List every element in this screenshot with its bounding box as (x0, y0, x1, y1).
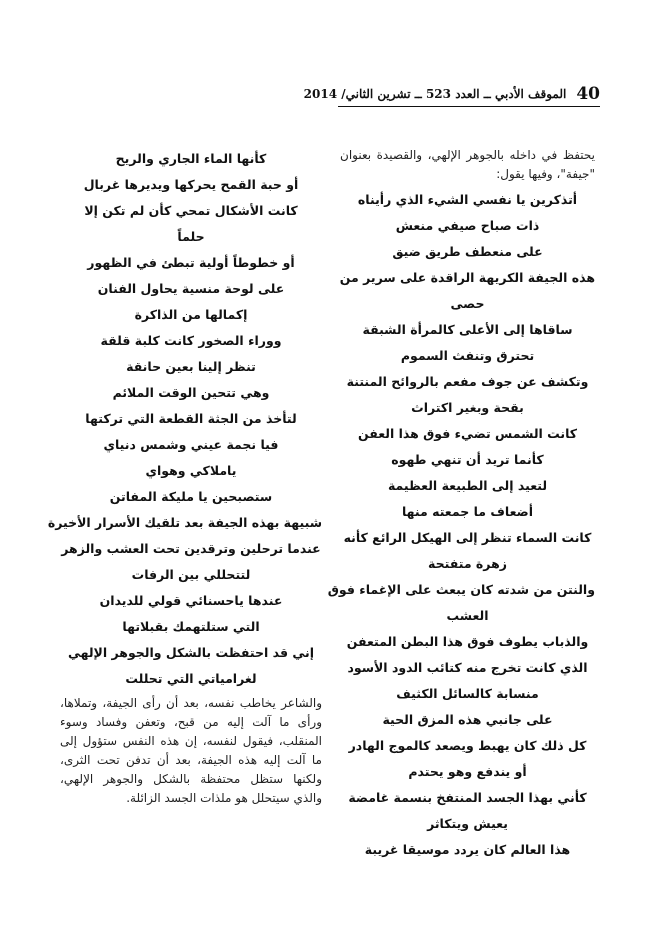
poem-line: هذا العالم كان يردد موسيقا غريبة (364, 842, 571, 857)
poem-line: يعيش ويتكاثر (427, 816, 508, 831)
poem-right (327, 187, 595, 863)
poem-line: كأني بهذا الجسد المنتفخ بنسمة غامضة (348, 790, 587, 805)
poem-line: أو يندفع وهو يحتدم (408, 764, 527, 779)
poem-line: ساقاها إلى الأعلى كالمرأة الشبقة (362, 322, 573, 337)
poem-line: كانت الشمس تضيء فوق هذا العفن (357, 426, 578, 441)
poem-line: كأنما تريد أن تنهي طهوه (391, 452, 544, 467)
poem-line: أو خطوطاً أولية تبطئ في الظهور (87, 255, 295, 270)
poem-line: على جانبي هذه المزق الحية (382, 712, 553, 727)
poem-line: كل ذلك كان يهبط ويصعد كالموج الهادر (348, 738, 587, 753)
issue-line: الموقف الأدبي ــ العدد 523 ــ تشرين الثاني/ 2014 (303, 87, 567, 101)
poem-line: أضعاف ما جمعته منها (401, 504, 534, 519)
poem-line: والذباب يطوف فوق هذا البطن المتعفن (346, 634, 589, 649)
intro-paragraph: يحتفظ في داخله بالجوهر الإلهي، والقصيدة بعنوان "جيفة"، وفيها يقول: (340, 148, 595, 181)
poem-line: شبيهة بهذه الجيفة بعد تلقيك الأسرار الأخيرة (47, 515, 322, 530)
poem-line: ذات صباح صيفي منعش (395, 218, 540, 233)
poem-left (47, 146, 322, 692)
poem-line: وهي تتحين الوقت الملائم (112, 385, 270, 400)
poem-line: منسابة كالسائل الكثيف (396, 686, 539, 701)
page-number: 40 (576, 84, 600, 104)
poem-line: كانت السماء تنظر إلى الهيكل الرائع كأنه (343, 530, 592, 545)
left-column (47, 146, 322, 808)
poem-line: فيا نجمة عيني وشمس دنياي (103, 437, 279, 452)
poem-line: أو حبة القمح يحركها ويديرها غربال (83, 177, 299, 192)
header-rule (338, 106, 600, 107)
closing-paragraph: والشاعر يخاطب نفسه، بعد أن رأى الجيفة، وتملاها، ورأى ما آلت إليه من قبح، وتعفن وفساد وسوء المنقلب، فيقول لنفسه، إن هذه النفس ستؤول إلى ما آلت إليه هذه الجيفة، بعد أن تدفن تحت الثرى، ولكنها ستظل محتفظة بالشكل والجوهر الإلهي، والذي سيتحلل هو ملذات الجسد الزائلة. (60, 696, 322, 805)
poem-line: والنتن من شدته كان يبعث على الإغماء فوق (327, 582, 595, 597)
poem-line: حلماً (177, 229, 205, 244)
page-header (303, 84, 600, 104)
poem-line: ووراء الصخور كانت كلبة قلقة (100, 333, 282, 348)
poem-line: أتذكرين يا نفسي الشيء الذي رأيناه (357, 192, 578, 207)
poem-line: تنظر إلينا بعين حانقة (126, 359, 256, 374)
poem-line: على منعطف طريق ضيق (392, 244, 543, 259)
poem-line: عندما ترحلين وترقدين تحت العشب والزهر (61, 541, 321, 556)
poem-line: كأنها الماء الجاري والريح (115, 151, 267, 166)
poem-line: ياملاكي وهواي (145, 463, 237, 478)
poem-line: العشب (446, 608, 489, 623)
poem-line: زهرة متفتحة (428, 556, 507, 571)
poem-line: حصى (450, 296, 485, 311)
poem-line: هذه الجيفة الكريهة الراقدة على سرير من (339, 270, 595, 285)
poem-line: لتعيد إلى الطبيعة العظيمة (387, 478, 548, 493)
poem-line: إكمالها من الذاكرة (134, 307, 248, 322)
poem-line: لتأخذ من الجثة القطعة التي تركتها (85, 411, 297, 426)
poem-line: لغرامياتي التي تحللت (125, 671, 257, 686)
poem-line: وتكشف عن جوف مفعم بالروائح المنتنة (346, 374, 589, 389)
poem-line: ستصبحين يا مليكة المفاتن (109, 489, 273, 504)
poem-line: تحترق وتنفث السموم (400, 348, 535, 363)
poem-line: الذي كانت تخرج منه كتائب الدود الأسود (347, 660, 588, 675)
poem-line: إني قد احتفظت بالشكل والجوهر الإلهي (67, 645, 315, 660)
poem-line: على لوحة منسية يحاول الفنان (97, 281, 285, 296)
poem-line: كانت الأشكال تمحي كأن لم تكن إلا (84, 203, 298, 218)
poem-line: عندها ياحسنائي قولي للديدان (99, 593, 283, 608)
poem-line: بقحة وبغير اكتراث (411, 400, 524, 415)
poem-line: التي ستلتهمك بقبلاتها (122, 619, 260, 634)
poem-line: لتتحللي بين الرفات (131, 567, 251, 582)
right-column (327, 146, 595, 863)
